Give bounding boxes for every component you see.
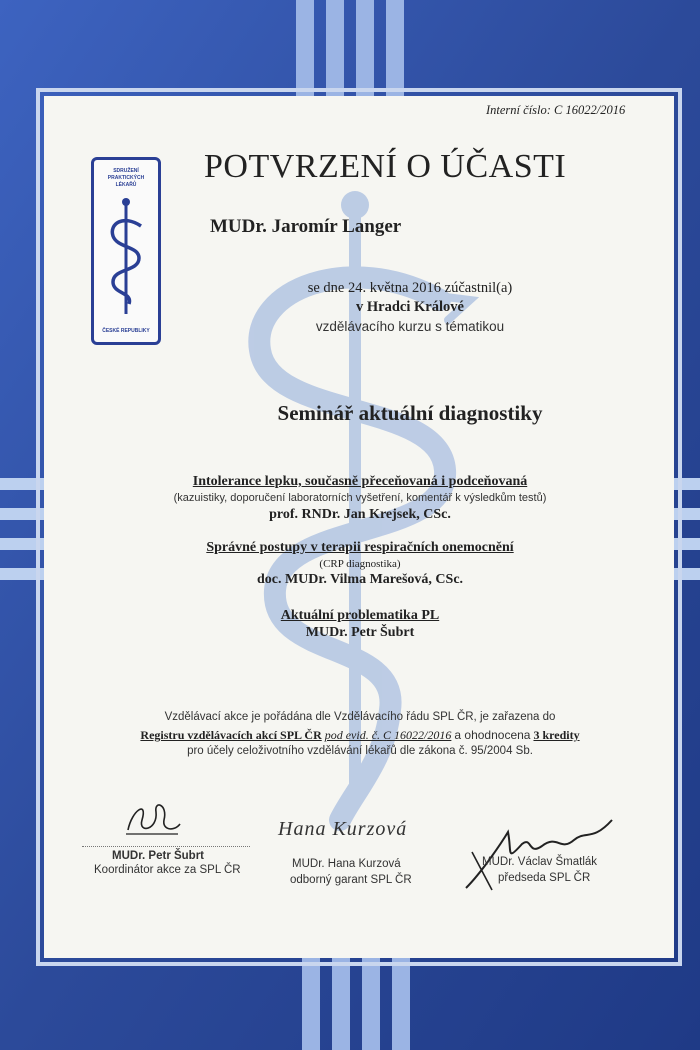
attendance-line-3: vzdělávacího kurzu s tématikou (315, 319, 505, 334)
lecture-2-note: (CRP diagnostika) (319, 558, 401, 570)
signatory-2-role: odborný garant SPL ČR (290, 874, 412, 886)
participant-name: MUDr. Jaromír Langer (210, 216, 402, 237)
internal-number-label: Interní číslo: (486, 103, 551, 117)
registry-evaluated: a ohodnocena (454, 728, 531, 742)
certificate-title: POTVRZENÍ O ÚČASTI (204, 148, 567, 185)
lecture-3-lecturer: MUDr. Petr Šubrt (305, 625, 415, 640)
signatory-1-name: MUDr. Petr Šubrt (112, 850, 205, 862)
seminar-title: Seminář aktuální diagnostiky (277, 401, 543, 425)
registry-line-2 (110, 728, 610, 743)
spl-logo (91, 157, 161, 345)
internal-number (486, 103, 625, 118)
registry-credits: 3 kredity (533, 728, 580, 742)
attendance-line-1: se dne 24. května 2016 zúčastnil(a) (307, 280, 513, 296)
signatory-3-role: předseda SPL ČR (498, 872, 591, 884)
signatory-1-role: Koordinátor akce za SPL ČR (94, 864, 241, 876)
lecture-3-topic: Aktuální problematika PL (280, 608, 440, 623)
lecture-1-topic: Intolerance lepku, současně přeceňovaná i podceňovaná (192, 474, 528, 489)
attendance-line-2: v Hradci Králové (356, 299, 464, 315)
registry-evid: pod evid. č. C 16022/2016 (324, 728, 452, 742)
registry-line-1: Vzdělávací akce je pořádána dle Vzdělávacího řádu SPL ČR, je zařazena do (164, 711, 556, 723)
lecture-2-topic: Správné postupy v terapii respiračních onemocnění (206, 540, 514, 555)
logo-bottom-text: ČESKÉ REPUBLIKY (102, 328, 150, 334)
registry-name: Registru vzdělávacích akcí SPL ČR (140, 728, 322, 742)
signature-subrt (118, 790, 188, 845)
caduceus-icon (103, 196, 149, 316)
lecture-1-lecturer: prof. RNDr. Jan Krejsek, CSc. (269, 507, 451, 522)
lecture-2-lecturer: doc. MUDr. Vilma Marešová, CSc. (256, 572, 464, 587)
signatory-2-name: MUDr. Hana Kurzová (292, 858, 401, 870)
logo-top-text: SDRUŽENÍ PRAKTICKÝCH LÉKAŘŮ (107, 168, 145, 188)
lecture-1-note: (kazuistiky, doporučení laboratorních vyšetření, komentář k výsledkům testů) (173, 492, 547, 504)
signatory-3-name: MUDr. Václav Šmatlák (482, 856, 598, 868)
registry-line-3: pro účely celoživotního vzdělávání lékařů dle zákona č. 95/2004 Sb. (187, 745, 533, 757)
internal-number-value: C 16022/2016 (554, 103, 626, 117)
signature-kurzova: Hana Kurzová (278, 818, 408, 840)
